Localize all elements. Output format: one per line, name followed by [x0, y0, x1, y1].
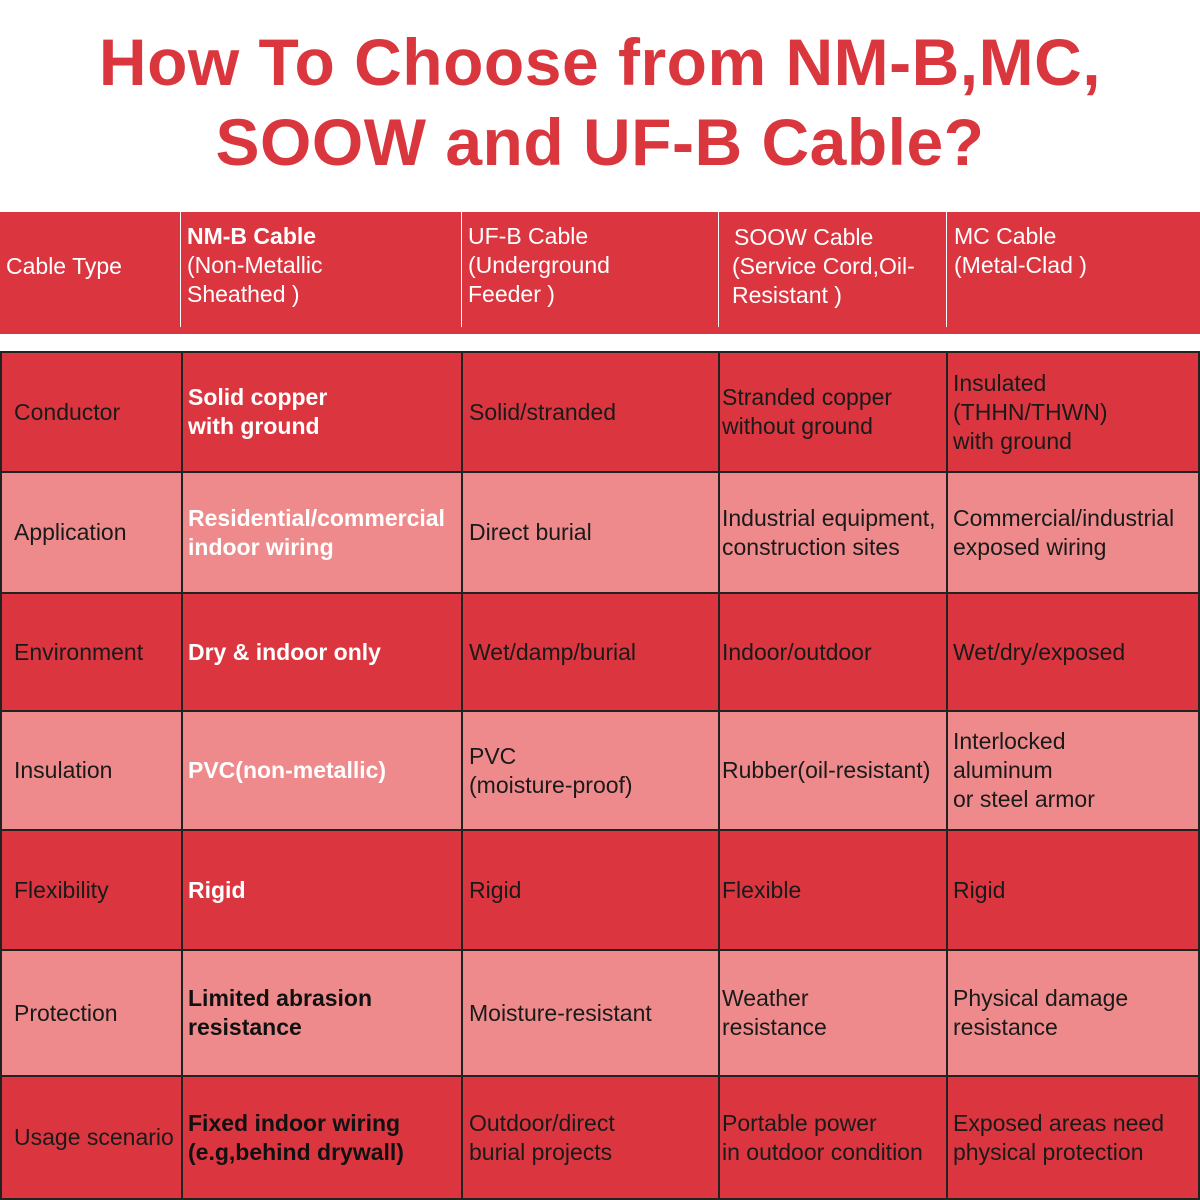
title-line-2: SOOW and UF-B Cable? — [215, 105, 985, 179]
cell-mc-insulation — [953, 712, 1197, 829]
cell-ufb-conductor — [469, 353, 717, 471]
cell-text: without ground — [722, 413, 873, 439]
cell-text: Rigid — [953, 876, 1006, 903]
cell-text: Indoor/outdoor — [722, 638, 872, 665]
cell-text: Fixed indoor wiring — [188, 1109, 401, 1136]
cell-soow-flexibility — [722, 831, 946, 949]
title-line-1: How To Choose from NM-B,MC, — [98, 25, 1102, 99]
header-soow-name: SOOW Cable — [734, 224, 874, 250]
column-divider — [181, 351, 183, 1200]
cell-ufb-insulation — [469, 712, 717, 829]
cell-nmb-environment — [188, 594, 460, 710]
header-mc — [954, 212, 1194, 334]
cell-text: Physical damage — [953, 985, 1129, 1011]
header-mc-name: MC Cable — [954, 223, 1057, 249]
cell-text: resistance — [953, 1014, 1058, 1040]
cell-ufb-environment — [469, 594, 717, 710]
table-row-application — [0, 473, 1200, 594]
cell-text: construction sites — [722, 533, 900, 560]
cell-text: Rubber(oil-resistant) — [722, 757, 931, 783]
cell-text: Flexible — [722, 876, 802, 903]
table-header — [0, 212, 1200, 334]
header-divider — [461, 212, 462, 327]
cell-mc-conductor — [953, 353, 1197, 471]
comparison-table — [0, 351, 1200, 1200]
cell-text: Exposed areas need — [953, 1109, 1164, 1136]
cell-text: Moisture-resistant — [469, 999, 652, 1026]
cell-text: or steel armor — [953, 786, 1095, 812]
cell-text: Solid copper — [188, 384, 328, 410]
cell-nmb-application — [188, 473, 460, 592]
cell-text: Industrial equipment, — [722, 504, 936, 531]
cell-text: (moisture-proof) — [469, 771, 633, 798]
header-nmb — [187, 212, 457, 334]
table-row-usage-scenario — [0, 1077, 1200, 1200]
header-soow — [734, 212, 946, 334]
cell-mc-usage-scenario — [953, 1077, 1197, 1198]
cell-mc-environment — [953, 594, 1197, 710]
cell-text: Direct burial — [469, 519, 592, 545]
cell-soow-insulation — [722, 712, 946, 829]
cell-text: Insulated — [953, 369, 1047, 396]
cell-soow-usage-scenario — [722, 1077, 946, 1198]
cell-text: Wet/dry/exposed — [953, 638, 1126, 665]
cell-text: Rigid — [469, 876, 522, 903]
cell-text: Commercial/industrial — [953, 504, 1175, 531]
cell-soow-conductor — [722, 353, 946, 471]
cell-text: Residential/commercial — [188, 504, 445, 531]
column-divider — [718, 351, 720, 1200]
cell-text: Protection — [14, 999, 118, 1026]
table-row-conductor — [0, 353, 1200, 473]
table-row-environment — [0, 594, 1200, 712]
cell-text: exposed wiring — [953, 533, 1107, 560]
cell-text: Outdoor/direct — [469, 1109, 615, 1136]
cell-nmb-insulation — [188, 712, 460, 829]
cell-ufb-protection — [469, 951, 717, 1075]
cell-soow-environment — [722, 594, 946, 710]
cell-text: resistance — [722, 1014, 827, 1040]
header-ufb-desc1: (Underground — [468, 252, 610, 278]
table-row-insulation — [0, 712, 1200, 831]
table-row-flexibility — [0, 831, 1200, 951]
cell-text: resistance — [188, 1014, 302, 1040]
cell-text: Insulation — [14, 757, 113, 783]
cell-mc-application — [953, 473, 1197, 592]
cell-nmb-conductor — [188, 353, 460, 471]
cell-text: PVC — [469, 742, 517, 769]
header-divider — [946, 212, 947, 327]
header-label: Cable Type — [6, 253, 122, 279]
row-label-conductor — [14, 353, 180, 471]
cell-text: Application — [14, 519, 127, 545]
header-ufb-desc2: Feeder ) — [468, 281, 555, 307]
cell-text: Environment — [14, 638, 144, 665]
cell-text: Limited abrasion — [188, 985, 373, 1011]
cell-text: Interlocked — [953, 728, 1066, 754]
cell-text: (THHN/THWN) — [953, 398, 1108, 425]
header-soow-desc1: (Service Cord,Oil- — [732, 253, 915, 279]
row-label-application — [14, 473, 180, 592]
row-label-insulation — [14, 712, 180, 829]
cell-mc-protection — [953, 951, 1197, 1075]
cell-soow-application — [722, 473, 946, 592]
header-cable-type — [6, 212, 176, 334]
cell-text: with ground — [188, 413, 320, 439]
cell-text: burial projects — [469, 1138, 613, 1165]
row-label-flexibility — [14, 831, 180, 949]
cell-nmb-usage-scenario — [188, 1077, 460, 1198]
cell-ufb-flexibility — [469, 831, 717, 949]
header-ufb — [468, 212, 718, 334]
cell-text: Weather — [722, 985, 809, 1011]
cell-ufb-application — [469, 473, 717, 592]
header-soow-desc2: Resistant ) — [732, 282, 842, 308]
cell-text: Rigid — [188, 876, 246, 903]
cell-text: Portable power — [722, 1109, 877, 1136]
page-title — [0, 22, 1200, 182]
cell-mc-flexibility — [953, 831, 1197, 949]
header-nmb-desc1: (Non-Metallic — [187, 252, 323, 278]
cell-text: indoor wiring — [188, 533, 334, 560]
cell-text: Flexibility — [14, 876, 109, 903]
table-row-protection — [0, 951, 1200, 1077]
cell-text: with ground — [953, 427, 1072, 454]
row-label-protection — [14, 951, 180, 1075]
cell-text: PVC(non-metallic) — [188, 757, 387, 783]
cell-nmb-flexibility — [188, 831, 460, 949]
table-border-left — [0, 351, 2, 1200]
cell-text: Stranded copper — [722, 384, 893, 410]
cell-text: aluminum — [953, 757, 1053, 783]
column-divider — [946, 351, 948, 1200]
cell-text: in outdoor condition — [722, 1138, 923, 1165]
column-divider — [461, 351, 463, 1200]
header-divider — [180, 212, 181, 327]
cell-text: Wet/damp/burial — [469, 638, 637, 665]
cell-text: Dry & indoor only — [188, 638, 381, 665]
cell-text: Solid/stranded — [469, 398, 617, 425]
header-nmb-name: NM-B Cable — [187, 223, 317, 249]
header-divider — [718, 212, 719, 327]
row-label-environment — [14, 594, 180, 710]
cell-text: Conductor — [14, 398, 121, 425]
cell-nmb-protection — [188, 951, 460, 1075]
header-nmb-desc2: Sheathed ) — [187, 281, 300, 307]
header-ufb-name: UF-B Cable — [468, 223, 589, 249]
cell-text: Usage scenario — [14, 1124, 174, 1150]
header-mc-desc1: (Metal-Clad ) — [954, 252, 1087, 278]
cell-text: (e.g,behind drywall) — [188, 1138, 404, 1165]
cell-ufb-usage-scenario — [469, 1077, 717, 1198]
row-label-usage-scenario — [14, 1077, 180, 1198]
cell-text: physical protection — [953, 1138, 1144, 1165]
cell-soow-protection — [722, 951, 946, 1075]
